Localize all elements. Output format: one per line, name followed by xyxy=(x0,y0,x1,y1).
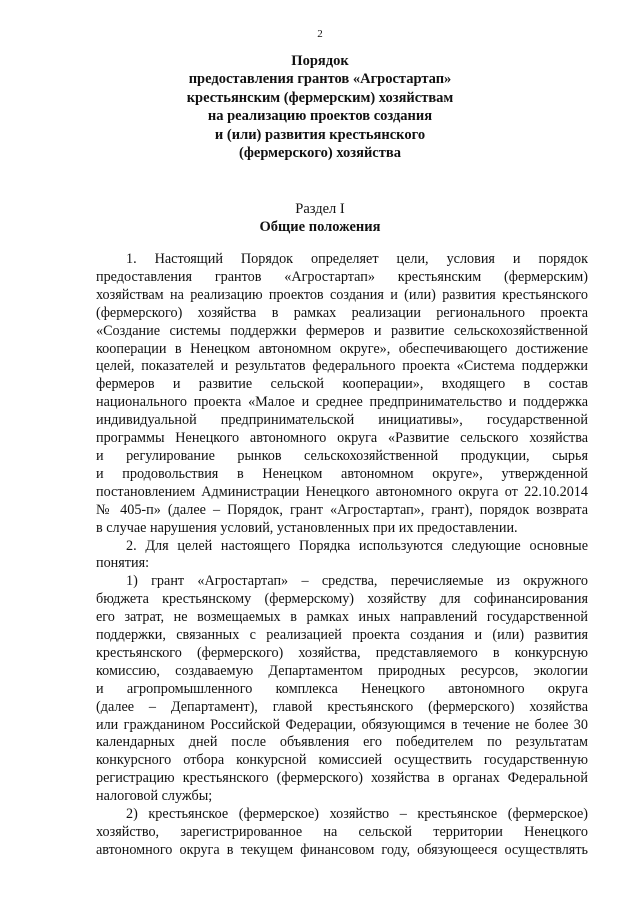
text-line: и агропромышленного комплекса Ненецкого автономного округа xyxy=(96,680,588,697)
text-line: в случае нарушения условий, установленных при их предоставлении. xyxy=(96,519,518,536)
text-line: постановлением Администрации Ненецкого автономного округа от 22.10.2014 xyxy=(96,483,588,500)
text-line: хозяйство, зарегистрированное на сельской территории Ненецкого xyxy=(96,824,588,840)
text-line: понятия: xyxy=(96,555,150,572)
text-line: и регулирование рынков сельскохозяйственной продукции, сырья xyxy=(96,447,588,464)
page-number: 2 xyxy=(317,28,323,40)
text-line: и продовольствия в Ненецком автономном округе», утвержденной xyxy=(96,465,588,482)
text-line: хозяйствам на реализацию проектов создания и (или) развития крестьянского xyxy=(96,286,588,303)
text-line: целей, показателей и результатов федерального проекта «Система поддержки xyxy=(96,358,588,375)
section-header xyxy=(60,200,580,237)
paragraph-2 xyxy=(96,538,588,574)
text-line: кооперации в Ненецком автономном округе», обеспечивающего достижение xyxy=(96,340,588,357)
text-line: фермеров и развитие сельской кооперации», входящего в состав xyxy=(96,376,588,393)
text-line: предоставления грантов «Агростартап» крестьянским (фермерским) xyxy=(96,268,588,285)
text-line: «Создание системы поддержки фермеров и развитие сельскохозяйственной xyxy=(96,322,588,339)
text-line: конкурсного отбора конкурсной комиссией осуществить государственную xyxy=(96,752,588,769)
text-line: автономного округа в текущем финансовом году, обязующееся осуществлять xyxy=(96,841,588,858)
title-line: предоставления грантов «Агростартап» xyxy=(188,71,452,88)
text-line: календарных дней после объявления его победителем по результатам xyxy=(96,734,588,751)
paragraph-4 xyxy=(96,806,588,860)
text-line: или гражданином Российской Федерации, обязующимся в течение не более 30 xyxy=(96,716,588,733)
paragraph-3 xyxy=(96,573,588,806)
paragraph-1 xyxy=(96,251,588,538)
text-line: 2) крестьянское (фермерское) хозяйство – крестьянское (фермерское) xyxy=(126,806,588,823)
text-line: поддержки, связанных с реализацией проекта создания и (или) развития xyxy=(96,627,588,644)
text-line: (фермерского) хозяйства в рамках реализации регионального проекта xyxy=(96,304,588,321)
text-line: индивидуальной предпринимательской инициативы», государственной xyxy=(96,412,588,429)
text-line: налоговой службы; xyxy=(96,788,213,805)
text-line: комиссию, создаваемую Департаментом природных ресурсов, экологии xyxy=(96,662,588,679)
text-line: программы Ненецкого автономного округа «Развитие сельского хозяйства xyxy=(96,430,588,447)
text-line: регистрацию крестьянского (фермерского) хозяйства в органах Федеральной xyxy=(96,770,588,787)
document-body xyxy=(96,251,588,860)
title-line: крестьянским (фермерским) хозяйствам xyxy=(186,89,454,106)
text-line: бюджета крестьянскому (фермерскому) хозяйству для софинансирования xyxy=(96,591,588,608)
title-line: и (или) развития крестьянского xyxy=(214,126,426,143)
text-line: национального проекта «Малое и среднее предпринимательство и поддержка xyxy=(96,394,588,411)
section-heading: Раздел I xyxy=(295,201,345,217)
text-line: (далее – Департамент), главой крестьянского (фермерского) хозяйства xyxy=(96,698,588,715)
section-subheading: Общие положения xyxy=(259,219,381,236)
document-title xyxy=(60,52,580,162)
text-line: 1) грант «Агростартап» – средства, перечисляемые из окружного xyxy=(126,573,588,590)
text-line: № 405-п» (далее – Порядок, грант «Агростартап», грант), порядок возврата xyxy=(96,501,588,518)
text-line: 1. Настоящий Порядок определяет цели, условия и порядок xyxy=(126,251,588,267)
title-line: Порядок xyxy=(291,53,349,69)
title-line: на реализацию проектов создания xyxy=(207,108,433,125)
text-line: его затрат, не возмещаемых в рамках иных направлений государственной xyxy=(96,609,588,626)
text-line: крестьянского (фермерского) хозяйства, представляемого в конкурсную xyxy=(96,644,588,661)
title-line: (фермерского) хозяйства xyxy=(239,145,401,162)
text-line: 2. Для целей настоящего Порядка используются следующие основные xyxy=(126,537,588,554)
